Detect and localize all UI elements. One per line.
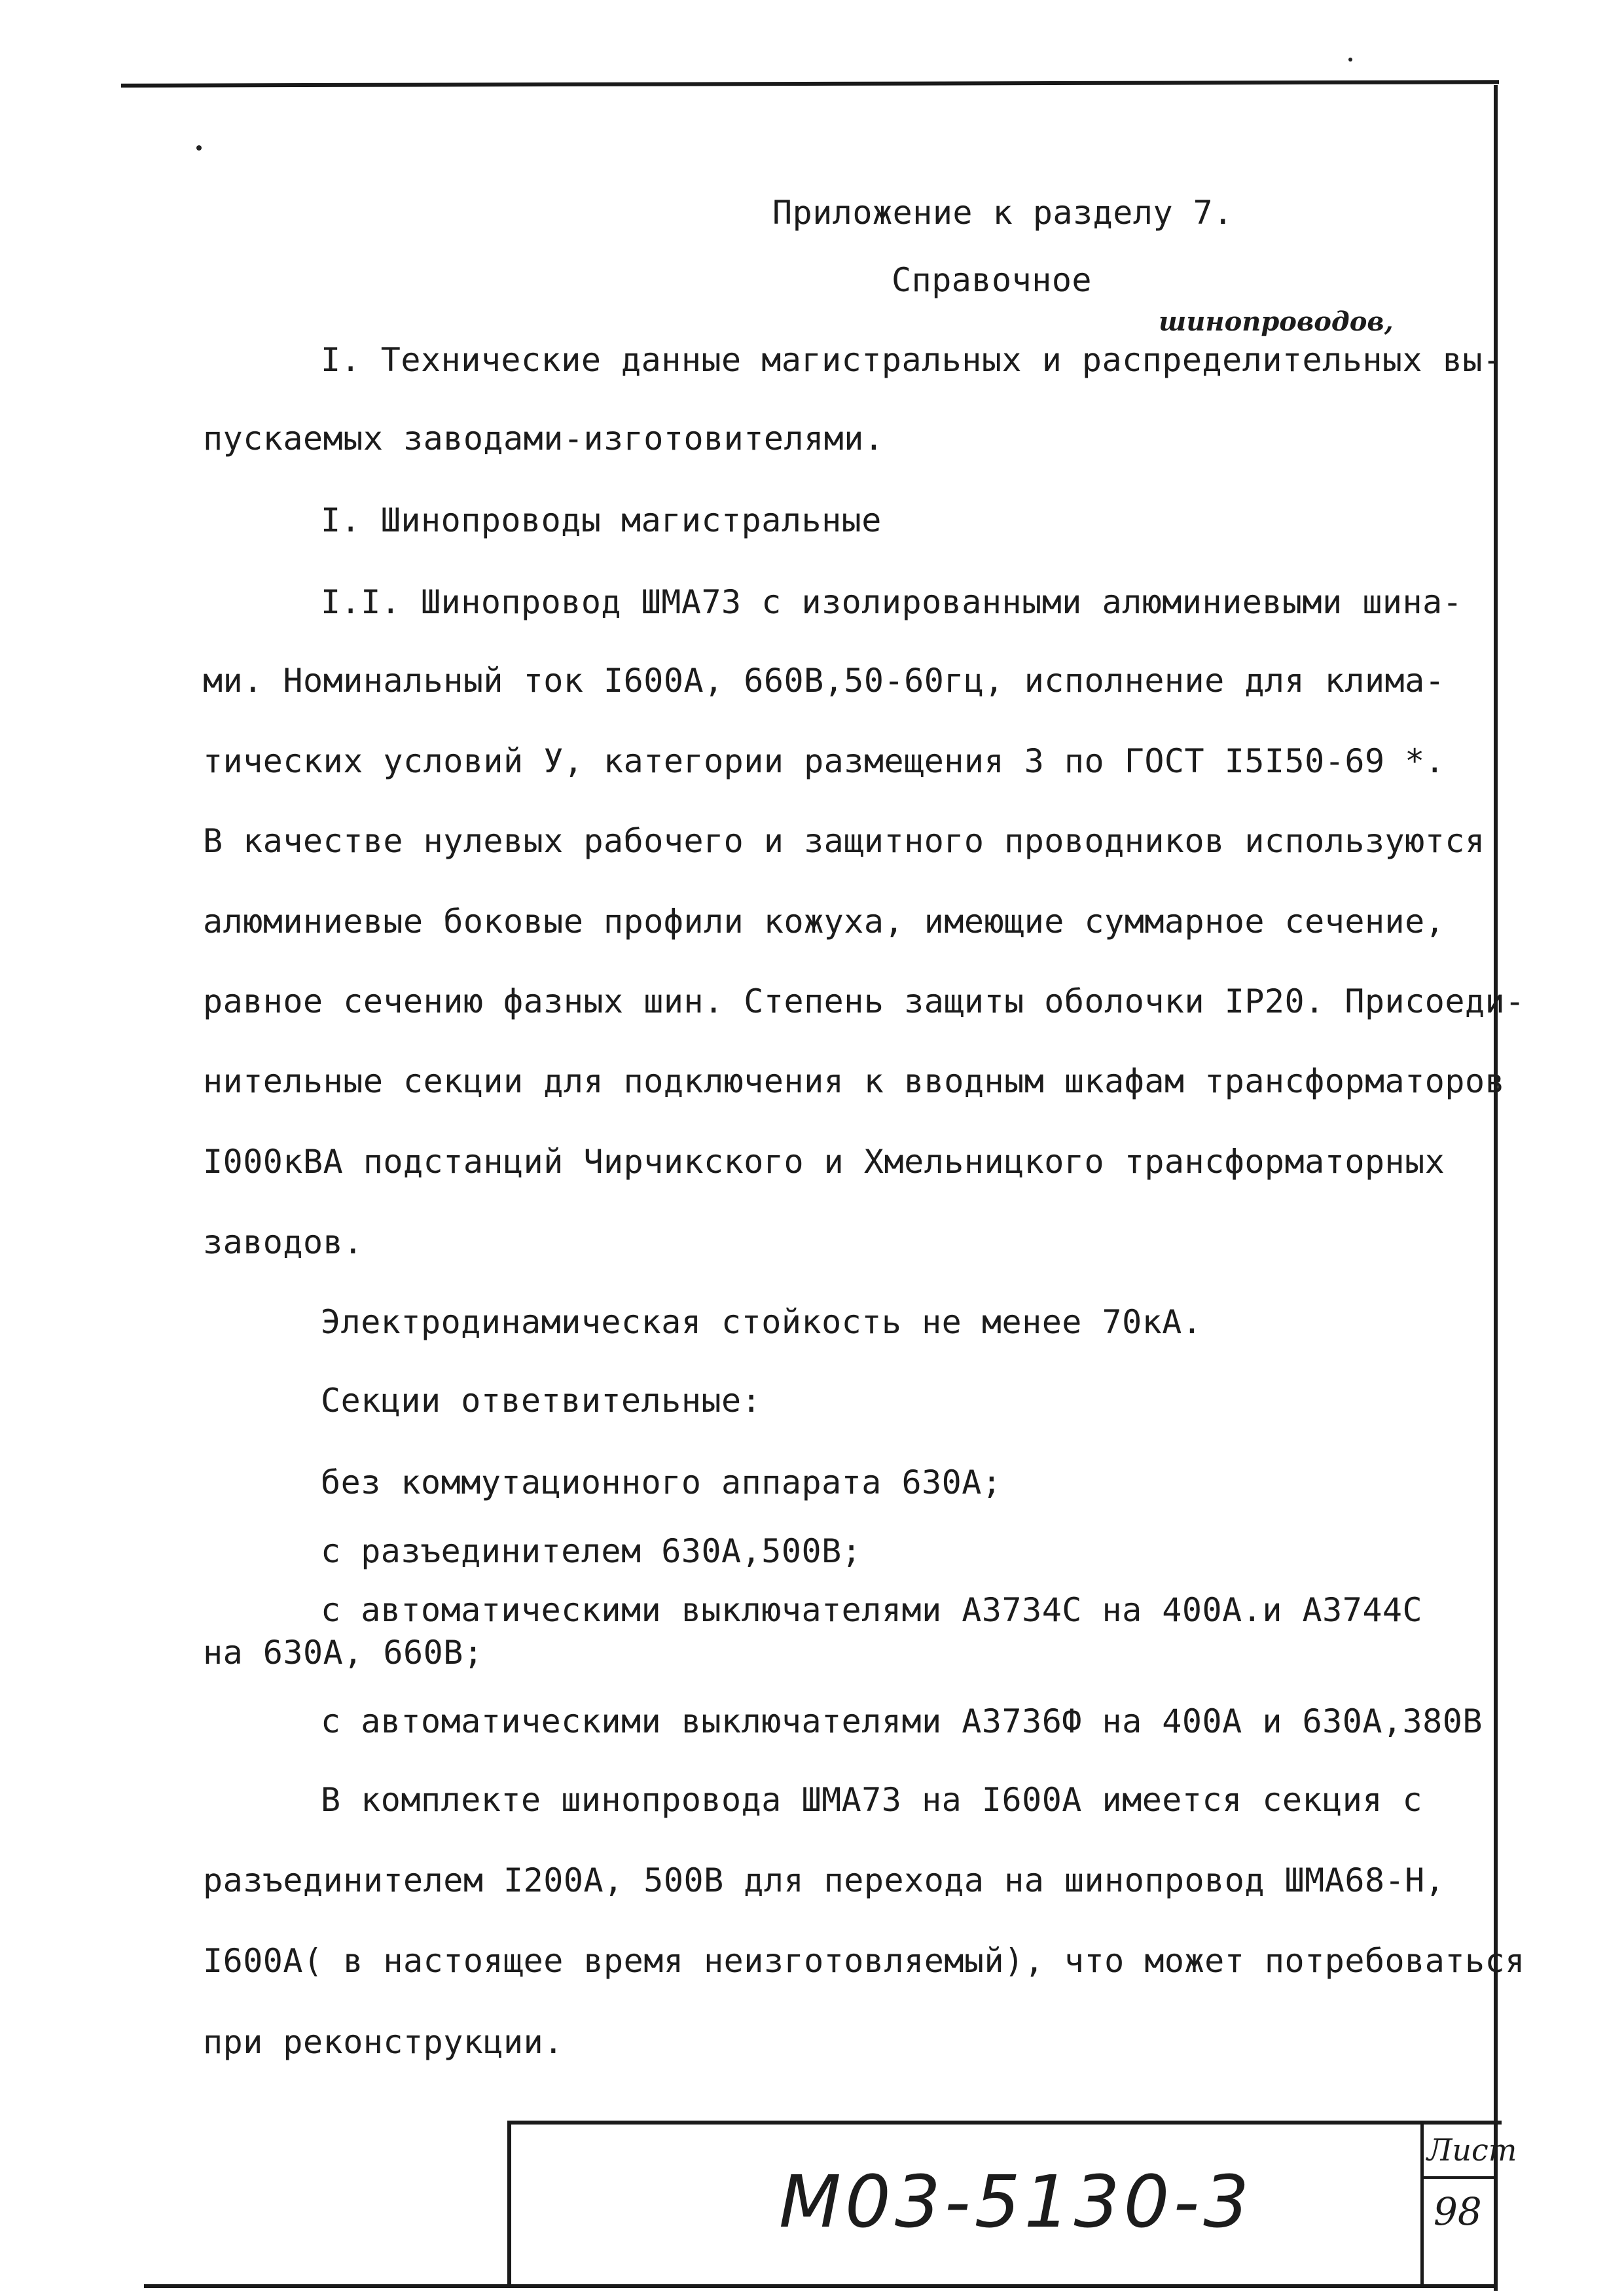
paragraph-line: разъединителем I200А, 500В для перехода на шинопровод ШМА68-Н, xyxy=(203,1861,1445,1899)
sheet-number: 98 xyxy=(1434,2189,1482,2234)
branch-sections-label: Секции ответвительные: xyxy=(321,1382,762,1420)
paragraph-line: при реконструкции. xyxy=(203,2023,564,2061)
paragraph-line: ми. Номинальный ток I600А, 660В,50-60гц, исполнение для клима- xyxy=(203,662,1445,700)
paragraph-line: нительные секции для подключения к вводным шкафам трансформаторов xyxy=(203,1062,1506,1100)
frame-top-border xyxy=(121,80,1499,88)
appendix-subtitle: Справочное xyxy=(892,261,1092,299)
document-code: М03-5130-3 xyxy=(779,2160,1254,2244)
branch-section-item: с автоматическими выключателями А3736Ф на 400А и 630А,380В xyxy=(321,1702,1483,1740)
paragraph-line: I000кВА подстанций Чирчикского и Хмельницкого трансформаторных xyxy=(203,1143,1445,1181)
title-block-cell-divider xyxy=(1424,2176,1498,2179)
paragraph-line: I600А( в настоящее время неизготовляемый), что может потребоваться xyxy=(203,1942,1525,1980)
intro-line-2: пускаемых заводами-изготовителями. xyxy=(203,420,884,457)
scan-speck xyxy=(196,145,202,151)
paragraph-line: В комплекте шинопровода ШМА73 на I600А имеется секция с xyxy=(321,1781,1423,1819)
branch-section-item: без коммутационного аппарата 630А; xyxy=(321,1463,1002,1501)
appendix-title: Приложение к разделу 7. xyxy=(772,194,1233,232)
handwritten-insert: шинопроводов, xyxy=(1159,306,1394,337)
paragraph-line: заводов. xyxy=(203,1223,363,1261)
sheet-label: Лист xyxy=(1427,2132,1517,2168)
paragraph-line: равное сечению фазных шин. Степень защиты оболочки IP20. Присоеди- xyxy=(203,982,1525,1020)
branch-section-item: с разъединителем 630А,500В; xyxy=(321,1532,862,1570)
paragraph-line: I.I. Шинопровод ШМА73 с изолированными алюминиевыми шина- xyxy=(321,583,1463,621)
section-heading: I. Шинопроводы магистральные xyxy=(321,501,882,539)
branch-section-item: с автоматическими выключателями А3734С на 400А.и А3744С xyxy=(321,1591,1423,1629)
intro-line-1: I. Технические данные магистральных и распределительных вы- xyxy=(321,341,1503,379)
paragraph-line: алюминиевые боковые профили кожуха, имеющие суммарное сечение, xyxy=(203,903,1445,941)
branch-section-item: на 630А, 660В; xyxy=(203,1634,484,1672)
title-block-divider xyxy=(1420,2121,1424,2284)
scan-speck xyxy=(1348,58,1352,62)
electrodynamic-stability: Электродинамическая стойкость не менее 70кА. xyxy=(321,1303,1202,1341)
paragraph-line: тических условий У, категории размещения 3 по ГОСТ I5I50-69 *. xyxy=(203,742,1445,780)
paragraph-line: В качестве нулевых рабочего и защитного проводников используются xyxy=(203,822,1485,860)
